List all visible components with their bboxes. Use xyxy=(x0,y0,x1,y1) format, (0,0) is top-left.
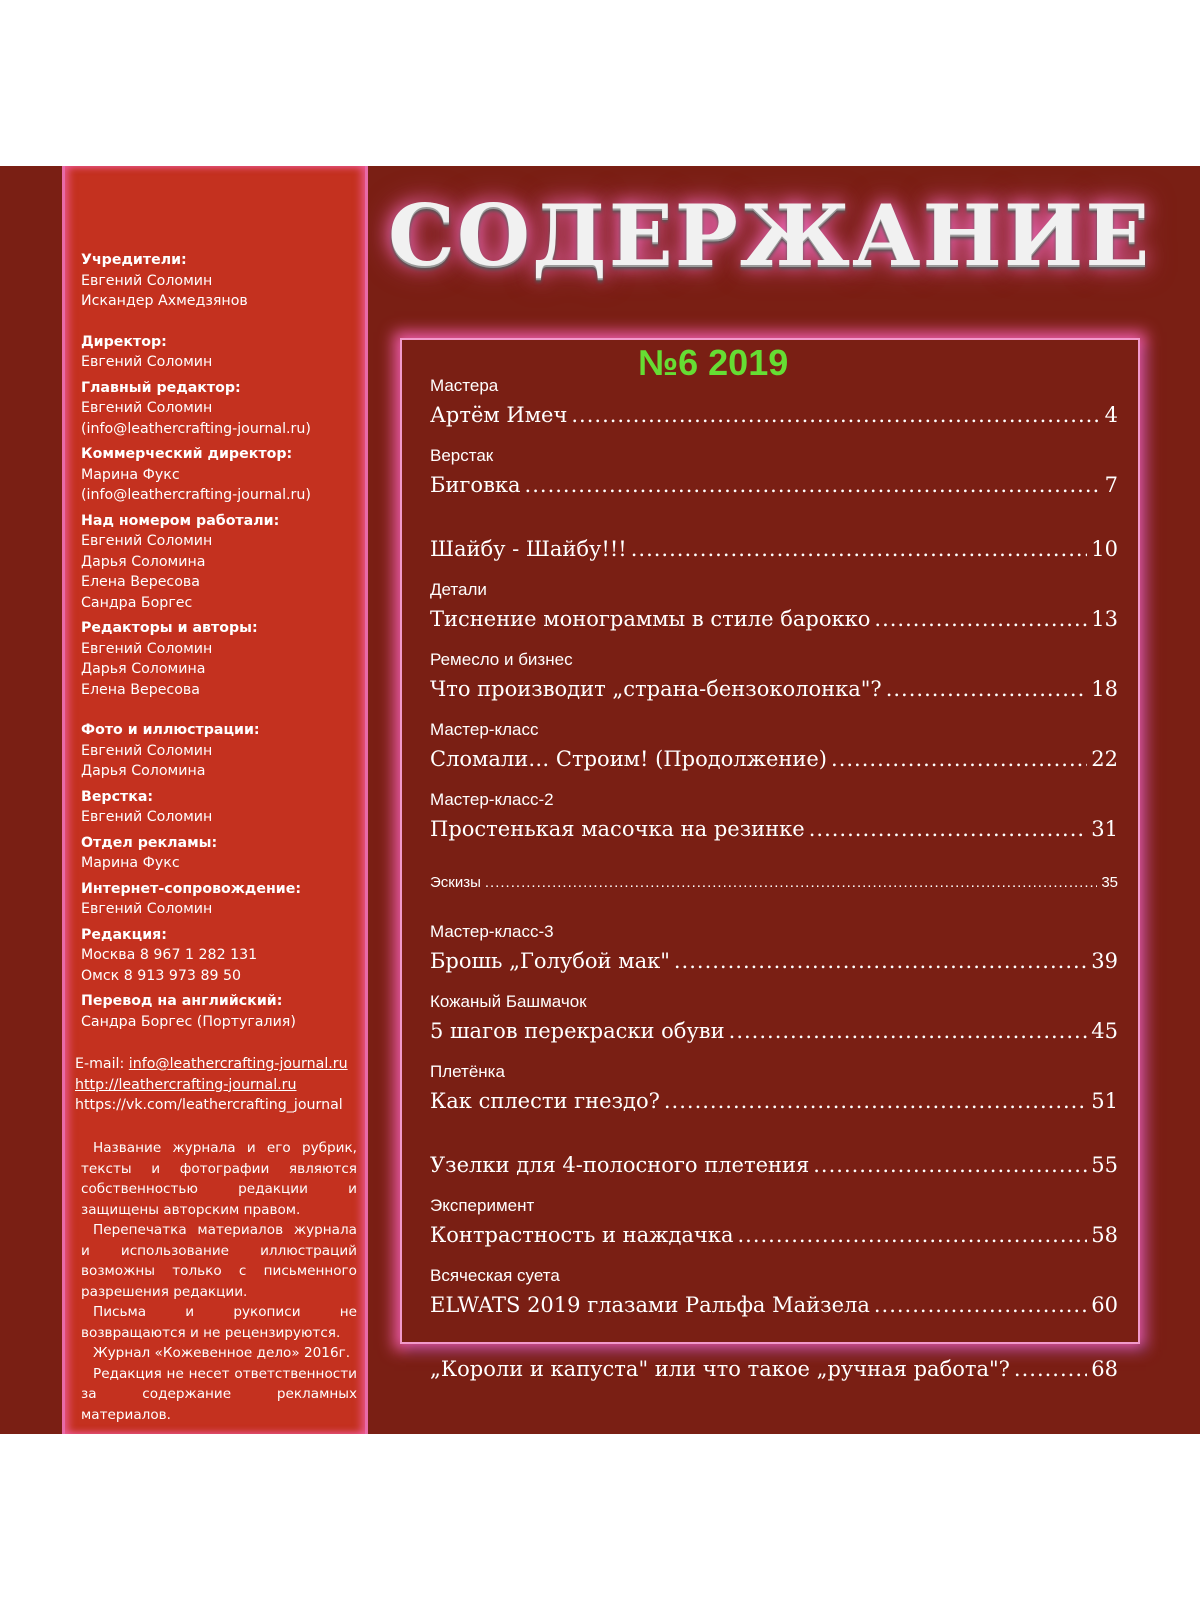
toc-entry[interactable] xyxy=(430,468,1118,502)
toc-spacer xyxy=(430,1252,1118,1264)
toc-page-number: 10 xyxy=(1091,537,1118,561)
toc-dot-leader xyxy=(525,468,1101,502)
toc-page-number: 4 xyxy=(1104,403,1118,427)
toc-spacer xyxy=(430,908,1118,920)
credit-group xyxy=(81,720,361,782)
credit-name: Евгений Соломин xyxy=(81,400,213,416)
toc-spacer xyxy=(430,1130,1118,1148)
credit-group xyxy=(81,250,361,312)
toc-page-number: 45 xyxy=(1091,1019,1118,1043)
page-title: СОДЕРЖАНИЕ xyxy=(388,186,1152,285)
credit-name: Дарья Соломина xyxy=(81,661,206,677)
notice-paragraph: Письма и рукописи не возвращаются и не рецензируются. xyxy=(81,1304,357,1341)
toc-entry-title: „Короли и капуста" или что такое „ручная работа"? xyxy=(430,1357,1010,1381)
toc-dot-leader xyxy=(485,870,1097,896)
credit-name: Евгений Соломин xyxy=(81,354,213,370)
toc-section-label: Эксперимент xyxy=(430,1196,535,1215)
toc-spacer xyxy=(430,1118,1118,1130)
credits-sidebar xyxy=(62,166,368,1434)
credit-heading: Редакция: xyxy=(81,926,167,943)
credit-heading: Учредители: xyxy=(81,252,187,268)
toc-spacer xyxy=(430,432,1118,444)
toc-spacer xyxy=(430,776,1118,788)
toc-entry[interactable] xyxy=(430,398,1118,432)
credit-name: Омск 8 913 973 89 50 xyxy=(81,967,242,984)
toc-page-number: 60 xyxy=(1091,1293,1118,1317)
toc-page-number: 58 xyxy=(1091,1223,1118,1247)
toc-entry[interactable] xyxy=(430,1288,1118,1322)
copyright-notice xyxy=(81,1138,357,1425)
credit-name: Евгений Соломин xyxy=(81,901,213,917)
toc-spacer xyxy=(430,846,1118,858)
toc-section-label: Мастер-класс xyxy=(430,720,539,739)
toc-dot-leader xyxy=(886,672,1088,706)
toc-entry[interactable] xyxy=(430,1148,1118,1182)
toc-entry[interactable] xyxy=(430,812,1118,846)
toc-spacer xyxy=(430,636,1118,648)
toc-dot-leader xyxy=(831,742,1087,776)
toc-entry-title: Эскизы xyxy=(430,874,481,891)
notice-paragraph: Название журнала и его рубрик, тексты и фотографии являются собственностью редакции и защищены авторским правом. xyxy=(81,1140,357,1218)
toc-entry[interactable] xyxy=(430,944,1118,978)
notice-paragraph: Журнал «Кожевенное дело» 2016г. xyxy=(93,1345,351,1361)
toc-dot-leader xyxy=(737,1218,1087,1252)
credit-heading: Над номером работали: xyxy=(81,512,280,529)
credit-heading: Фото и иллюстрации: xyxy=(81,722,260,738)
toc-dot-leader xyxy=(729,1014,1088,1048)
credit-heading: Интернет-сопровождение: xyxy=(81,880,302,897)
toc-entry[interactable] xyxy=(430,1084,1118,1118)
toc-entry[interactable] xyxy=(430,870,1118,896)
toc-spacer xyxy=(430,1386,1118,1398)
toc-page-number: 22 xyxy=(1091,747,1118,771)
notice-paragraph: Редакция не несет ответственности за содержание рекламных материалов. xyxy=(81,1365,357,1423)
credit-heading: Верстка: xyxy=(81,788,154,805)
credits-list xyxy=(81,250,361,1052)
credit-group xyxy=(81,991,361,1032)
toc-dot-leader xyxy=(874,602,1087,636)
toc-section-label: Мастер-класс-2 xyxy=(430,790,554,809)
credit-group xyxy=(81,618,361,700)
toc-entry[interactable] xyxy=(430,1352,1118,1386)
toc-entry-title: ELWATS 2019 глазами Ральфа Майзела xyxy=(430,1293,870,1317)
credit-name: Елена Вересова xyxy=(81,681,200,698)
credit-name: Дарья Соломина xyxy=(81,763,206,779)
toc-dot-leader xyxy=(1014,1352,1087,1386)
toc-dot-leader xyxy=(813,1148,1087,1182)
toc-entry-title: Брошь „Голубой мак" xyxy=(430,949,670,973)
toc-page-number: 35 xyxy=(1101,874,1118,891)
magazine-page xyxy=(0,166,1200,1434)
credit-name: Евгений Соломин xyxy=(81,640,213,657)
issue-number: №6 2019 xyxy=(638,342,789,383)
toc-spacer xyxy=(430,706,1118,718)
toc-entry-title: Артём Имеч xyxy=(430,403,568,427)
credit-group xyxy=(81,879,361,920)
toc-dot-leader xyxy=(809,812,1088,846)
credit-name: Евгений Соломин xyxy=(81,809,213,825)
credit-name: Марина Фукс xyxy=(81,466,180,483)
credit-group xyxy=(81,925,361,987)
toc-spacer xyxy=(430,978,1118,990)
toc-dot-leader xyxy=(664,1084,1087,1118)
vk-link[interactable]: https://vk.com/leathercrafting_journal xyxy=(75,1097,343,1113)
credit-group xyxy=(81,833,361,874)
toc-entry-title: Шайбу - Шайбу!!! xyxy=(430,537,627,561)
toc-section-label: Всяческая суета xyxy=(430,1266,560,1285)
credit-name: Марина Фукс xyxy=(81,855,180,871)
credit-name: Евгений Соломин xyxy=(81,742,213,759)
toc-section-label: Ремесло и бизнес xyxy=(430,650,573,669)
toc-entry-title: Контрастность и наждачка xyxy=(430,1223,734,1247)
credit-group xyxy=(81,378,361,440)
email-label: E-mail: xyxy=(75,1056,129,1072)
toc-section-label: Верстак xyxy=(430,446,494,465)
credit-group xyxy=(81,332,361,373)
table-of-contents xyxy=(430,374,1118,1398)
toc-entry-title: Простенькая масочка на резинке xyxy=(430,817,805,841)
toc-entry[interactable] xyxy=(430,532,1118,566)
credit-name: Искандер Ахмедзянов xyxy=(81,293,248,309)
notice-paragraph: Перепечатка материалов журнала и использование иллюстраций возможны только с письменного разрешения редакции. xyxy=(81,1222,357,1300)
toc-section-label: Кожаный Башмачок xyxy=(430,992,587,1011)
toc-spacer xyxy=(430,1182,1118,1194)
email-line xyxy=(75,1054,375,1075)
page-edge xyxy=(0,166,62,1434)
toc-entry[interactable] xyxy=(430,672,1118,706)
toc-page-number: 18 xyxy=(1091,677,1118,701)
toc-page-number: 55 xyxy=(1091,1153,1118,1177)
credit-heading: Главный редактор: xyxy=(81,379,241,396)
email-link[interactable]: info@leathercrafting-journal.ru xyxy=(128,1056,348,1072)
credit-name: Сандра Боргес (Португалия) xyxy=(81,1013,296,1030)
credit-name: (info@leathercrafting-journal.ru) xyxy=(81,487,311,503)
toc-entry[interactable] xyxy=(430,602,1118,636)
credit-name: Дарья Соломина xyxy=(81,553,206,570)
credit-name: Евгений Соломин xyxy=(81,533,213,549)
toc-dot-leader xyxy=(631,532,1088,566)
toc-spacer xyxy=(430,1334,1118,1352)
credit-heading: Директор: xyxy=(81,333,167,350)
toc-dot-leader xyxy=(571,398,1100,432)
toc-entry-title: Что производит „страна-бензоколонка"? xyxy=(430,677,882,701)
toc-spacer xyxy=(430,1322,1118,1334)
toc-panel xyxy=(400,338,1140,1381)
toc-page-number: 68 xyxy=(1091,1357,1118,1381)
toc-page-number: 51 xyxy=(1091,1089,1118,1113)
site-link[interactable]: http://leathercrafting-journal.ru xyxy=(75,1076,297,1093)
credit-name: Елена Вересова xyxy=(81,574,200,590)
toc-page-number: 39 xyxy=(1091,949,1118,973)
toc-dot-leader xyxy=(674,944,1087,978)
toc-entry[interactable] xyxy=(430,1014,1118,1048)
toc-entry-title: Тиснение монограммы в стиле барокко xyxy=(430,607,871,631)
toc-spacer xyxy=(430,566,1118,578)
toc-section-label: Детали xyxy=(430,580,487,599)
credit-heading: Перевод на английский: xyxy=(81,993,283,1009)
toc-entry-title: Биговка xyxy=(430,473,521,497)
credit-heading: Отдел рекламы: xyxy=(81,834,218,851)
credit-group xyxy=(81,787,361,828)
credit-name: Сандра Боргес xyxy=(81,594,193,611)
credit-name: Евгений Соломин xyxy=(81,272,213,289)
credit-heading: Редакторы и авторы: xyxy=(81,620,258,636)
toc-spacer xyxy=(430,1048,1118,1060)
toc-entry[interactable] xyxy=(430,1218,1118,1252)
toc-page-number: 13 xyxy=(1091,607,1118,631)
toc-entry-title: Узелки для 4-полосного плетения xyxy=(430,1153,810,1177)
credit-name: (info@leathercrafting-journal.ru) xyxy=(81,420,311,437)
toc-entry-title: Сломали… Строим! (Продолжение) xyxy=(430,747,828,771)
toc-spacer xyxy=(430,858,1118,870)
toc-section-label: Плетёнка xyxy=(430,1062,505,1081)
toc-entry[interactable] xyxy=(430,742,1118,776)
credit-group xyxy=(81,444,361,506)
toc-section-label: Мастера xyxy=(430,376,499,395)
toc-page-number: 7 xyxy=(1104,473,1118,497)
contacts-block xyxy=(75,1054,375,1116)
credit-heading: Коммерческий директор: xyxy=(81,446,293,462)
toc-spacer xyxy=(430,896,1118,908)
toc-dot-leader xyxy=(874,1288,1087,1322)
toc-section-label: Мастер-класс-3 xyxy=(430,922,554,941)
toc-entry-title: Как сплести гнездо? xyxy=(430,1089,660,1113)
credit-group xyxy=(81,511,361,614)
toc-entry-title: 5 шагов перекраски обуви xyxy=(430,1019,725,1043)
credit-name: Москва 8 967 1 282 131 xyxy=(81,947,258,963)
toc-spacer xyxy=(430,502,1118,514)
toc-page-number: 31 xyxy=(1091,817,1118,841)
toc-spacer xyxy=(430,514,1118,532)
